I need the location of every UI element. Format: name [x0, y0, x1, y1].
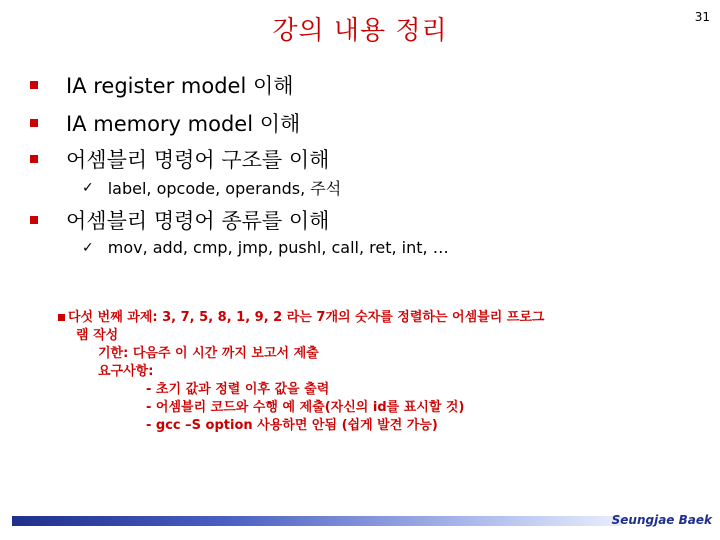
bullet-text: 어셈블리 명령어 종류를 이해: [66, 209, 330, 233]
bullet-item: [30, 70, 294, 100]
square-bullet-icon: [30, 155, 38, 163]
homework-title: 다섯 번째 과제: 3, 7, 5, 8, 1, 9, 2 라는 7개의 숫자를 정렬하는 어셈블리 프로그: [68, 310, 545, 325]
homework-requirement: - gcc –S option 사용하면 안됨 (쉽게 발견 가능): [146, 418, 438, 433]
footer-gradient-bar: [12, 516, 622, 526]
bullet-text: 어셈블리 명령어 구조를 이해: [66, 148, 330, 172]
sub-bullet-item: [82, 238, 449, 257]
bullet-item: [30, 108, 300, 138]
bullet-text: IA register model 이해: [66, 74, 294, 98]
bullet-item: [30, 205, 329, 235]
homework-requirement: - 어셈블리 코드와 수행 예 제출(자신의 id를 표시할 것): [146, 400, 465, 415]
square-bullet-icon: [30, 119, 38, 127]
footer-author: Seungjae Baek: [611, 513, 712, 527]
homework-requirements-title: 요구사항:: [98, 364, 154, 379]
sub-bullet-text: mov, add, cmp, jmp, pushl, call, ret, int, …: [107, 238, 449, 257]
slide-title: 강의 내용 정리: [272, 16, 448, 46]
square-bullet-icon: [30, 81, 38, 89]
check-icon: ✓: [82, 239, 94, 256]
square-bullet-icon: [58, 314, 65, 321]
page-number: 31: [694, 10, 710, 24]
homework-line: 램 작성: [76, 328, 119, 343]
sub-bullet-item: [82, 176, 341, 199]
homework-deadline: 기한: 다음주 이 시간 까지 보고서 제출: [98, 346, 319, 361]
sub-bullet-text: label, opcode, operands, 주석: [107, 179, 342, 198]
homework-block: [58, 309, 658, 435]
check-icon: ✓: [82, 179, 94, 196]
homework-line: [58, 309, 658, 327]
square-bullet-icon: [30, 216, 38, 224]
bullet-text: IA memory model 이해: [66, 112, 301, 136]
bullet-item: [30, 144, 329, 174]
homework-requirement: - 초기 값과 정렬 이후 값을 출력: [146, 382, 330, 397]
